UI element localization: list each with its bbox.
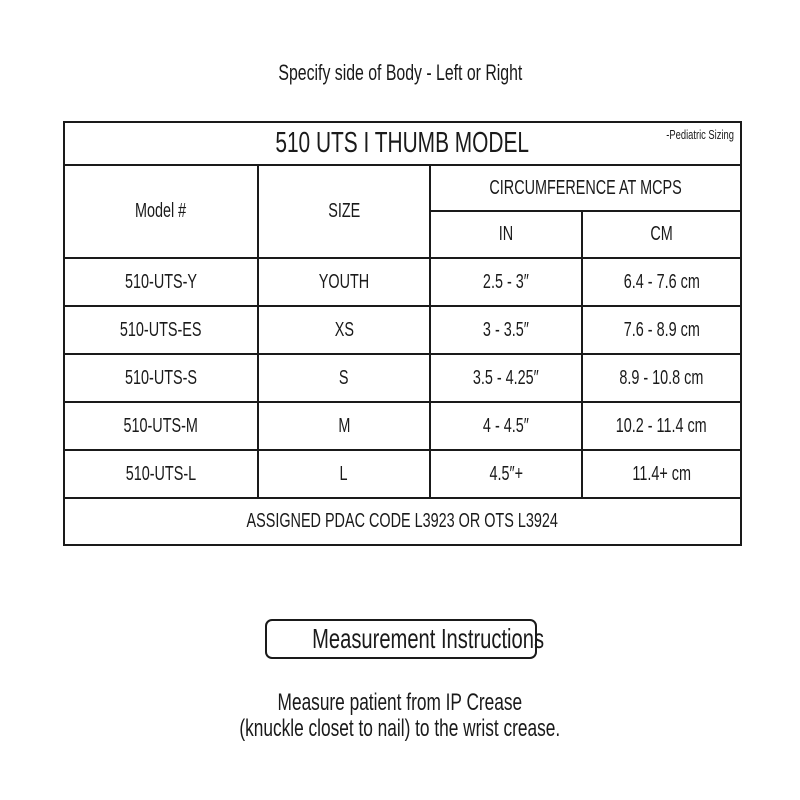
header-cm: CM xyxy=(582,211,741,258)
model-cell: 510-UTS-S xyxy=(124,366,198,389)
size-cell: YOUTH xyxy=(318,270,370,293)
sizing-table xyxy=(63,121,742,546)
cm-cell: 6.4 - 7.6 cm xyxy=(623,270,700,293)
measurement-instructions-text xyxy=(0,690,800,742)
model-cell: 510-UTS-M xyxy=(123,414,199,437)
header-in: IN xyxy=(430,211,582,258)
table-row xyxy=(64,450,741,498)
table-row xyxy=(64,402,741,450)
table-row xyxy=(64,354,741,402)
cm-cell: 8.9 - 10.8 cm xyxy=(619,366,704,389)
in-cell: 3 - 3.5″ xyxy=(483,318,529,341)
size-cell: XS xyxy=(334,318,354,341)
table-title: 510 UTS I THUMB MODEL xyxy=(275,127,530,159)
header-size: SIZE xyxy=(258,165,430,258)
instruction-line-2: (knuckle closet to nail) to the wrist crease. xyxy=(239,715,561,742)
pediatric-sizing-note: -Pediatric Sizing xyxy=(666,127,735,142)
header-model: Model # xyxy=(64,165,258,258)
model-cell: 510-UTS-Y xyxy=(124,270,198,293)
model-cell: 510-UTS-L xyxy=(125,462,197,485)
size-cell: S xyxy=(339,366,349,389)
in-cell: 4 - 4.5″ xyxy=(483,414,529,437)
model-cell: 510-UTS-ES xyxy=(120,318,202,341)
cm-cell: 11.4+ cm xyxy=(632,462,691,485)
size-cell: M xyxy=(337,414,350,437)
cm-cell: 10.2 - 11.4 cm xyxy=(616,414,707,437)
side-of-body-note: Specify side of Body - Left or Right xyxy=(278,60,522,85)
size-cell: L xyxy=(339,462,349,485)
header-circumference: CIRCUMFERENCE AT MCPS xyxy=(430,165,741,211)
measurement-instructions-heading: Measurement Instructions xyxy=(265,619,537,659)
table-row xyxy=(64,306,741,354)
table-title-cell xyxy=(64,122,741,165)
instruction-line-1: Measure patient from IP Crease xyxy=(277,689,523,716)
cm-cell: 7.6 - 8.9 cm xyxy=(623,318,700,341)
in-cell: 4.5″+ xyxy=(489,462,523,485)
in-cell: 2.5 - 3″ xyxy=(483,270,529,293)
pdac-code-footer: ASSIGNED PDAC CODE L3923 OR OTS L3924 xyxy=(64,498,741,545)
in-cell: 3.5 - 4.25″ xyxy=(473,366,539,389)
table-row xyxy=(64,258,741,306)
